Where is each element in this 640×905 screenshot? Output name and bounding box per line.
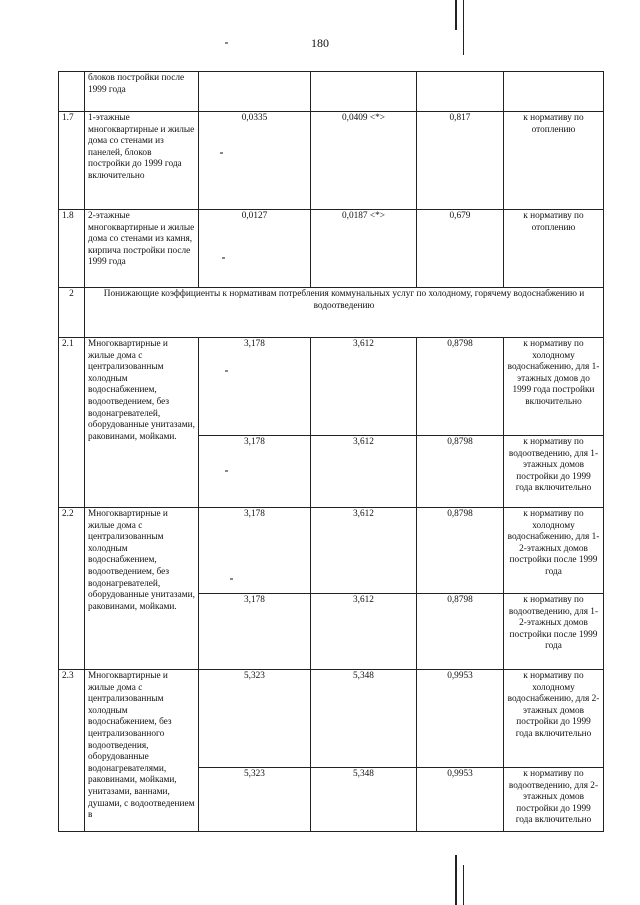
cell-value: 3,178 bbox=[199, 508, 311, 594]
cell-note: к нормативу по холодному водоснабжению, для 2-этажных домов постройки до 1999 года включительно bbox=[504, 670, 604, 768]
table-row bbox=[59, 112, 604, 210]
cell-note: к нормативу по отоплению bbox=[504, 112, 604, 210]
cell-value: 3,612 bbox=[311, 508, 417, 594]
cell-value: 0,9953 bbox=[417, 670, 504, 768]
row-number: 2.3 bbox=[59, 670, 85, 832]
table-row bbox=[59, 210, 604, 288]
cell-value: 3,612 bbox=[311, 338, 417, 436]
cell-value: 0,0127 bbox=[199, 210, 311, 288]
cell-value: 0,8798 bbox=[417, 594, 504, 670]
page-number: 180 bbox=[311, 36, 329, 50]
row-number bbox=[59, 72, 85, 112]
row-description: 1-этажные многоквартирные и жилые дома со стенами из панелей, блоков постройки до 1999 года включительно bbox=[85, 112, 199, 210]
cell-note: к нормативу по холодному водоснабжению, для 1-этажных домов до 1999 года постройки включительно bbox=[504, 338, 604, 436]
table-row bbox=[59, 72, 604, 112]
cell-value: 5,323 bbox=[199, 670, 311, 768]
cell-value: 0,817 bbox=[417, 112, 504, 210]
scan-artifact-line bbox=[463, 865, 464, 905]
cell-value: 0,0187 <*> bbox=[311, 210, 417, 288]
section-title: Понижающие коэффициенты к нормативам потребления коммунальных услуг по холодному, горячему водоснабжению и водоотведению bbox=[85, 288, 604, 338]
scan-speck bbox=[225, 42, 228, 44]
cell-value: 3,178 bbox=[199, 594, 311, 670]
cell-value: 0,0335 bbox=[199, 112, 311, 210]
section-number: 2 bbox=[59, 288, 85, 338]
cell-value: 0,679 bbox=[417, 210, 504, 288]
row-number: 1.7 bbox=[59, 112, 85, 210]
table-row bbox=[59, 338, 604, 436]
cell-value: 3,612 bbox=[311, 436, 417, 508]
coefficients-table bbox=[58, 71, 604, 832]
cell-value: 5,348 bbox=[311, 768, 417, 832]
row-number: 2.1 bbox=[59, 338, 85, 508]
cell-value: 0,8798 bbox=[417, 436, 504, 508]
cell-value: 3,178 bbox=[199, 436, 311, 508]
table-row bbox=[59, 670, 604, 768]
cell-value: 0,9953 bbox=[417, 768, 504, 832]
cell-value: 5,348 bbox=[311, 670, 417, 768]
cell-value: 3,612 bbox=[311, 594, 417, 670]
cell-note: к нормативу по отоплению bbox=[504, 210, 604, 288]
scan-artifact-line bbox=[455, 0, 457, 30]
cell-value: 0,0409 <*> bbox=[311, 112, 417, 210]
cell-note: к нормативу по водоотведению, для 1-этажных домов постройки до 1999 года включительно bbox=[504, 436, 604, 508]
table-row bbox=[59, 508, 604, 594]
row-description: Многоквартирные и жилые дома с централизованным холодным водоснабжением, без централизованного водоотведения, оборудованные водонагревателями, раковинами, мойками, унитазами, ваннами, душами, с водоотведением в bbox=[85, 670, 199, 832]
row-number: 1.8 bbox=[59, 210, 85, 288]
cell-note: к нормативу по холодному водоснабжению, для 1-2-этажных домов постройки после 1999 года bbox=[504, 508, 604, 594]
scan-artifact-line bbox=[463, 0, 464, 55]
row-number: 2.2 bbox=[59, 508, 85, 670]
cell-note: к нормативу по водоотведению, для 2-этажных домов постройки до 1999 года включительно bbox=[504, 768, 604, 832]
section-row bbox=[59, 288, 604, 338]
cell-value: 0,8798 bbox=[417, 338, 504, 436]
row-description: блоков постройки после 1999 года bbox=[85, 72, 199, 112]
row-description: Многоквартирные и жилые дома с централизованным холодным водоснабжением, водоотведением, без водонагревателей, оборудованные унитазами, раковинами, мойками. bbox=[85, 338, 199, 508]
row-description: 2-этажные многоквартирные и жилые дома со стенами из камня, кирпича постройки после 1999 года bbox=[85, 210, 199, 288]
scan-artifact-line bbox=[455, 855, 457, 905]
cell-value: 0,8798 bbox=[417, 508, 504, 594]
cell-value: 3,178 bbox=[199, 338, 311, 436]
row-description: Многоквартирные и жилые дома с централизованным холодным водоснабжением, водоотведением, без водонагревателей, оборудованные унитазами, раковинами, мойками. bbox=[85, 508, 199, 670]
cell-value: 5,323 bbox=[199, 768, 311, 832]
cell-note: к нормативу по водоотведению, для 1-2-этажных домов постройки после 1999 года bbox=[504, 594, 604, 670]
